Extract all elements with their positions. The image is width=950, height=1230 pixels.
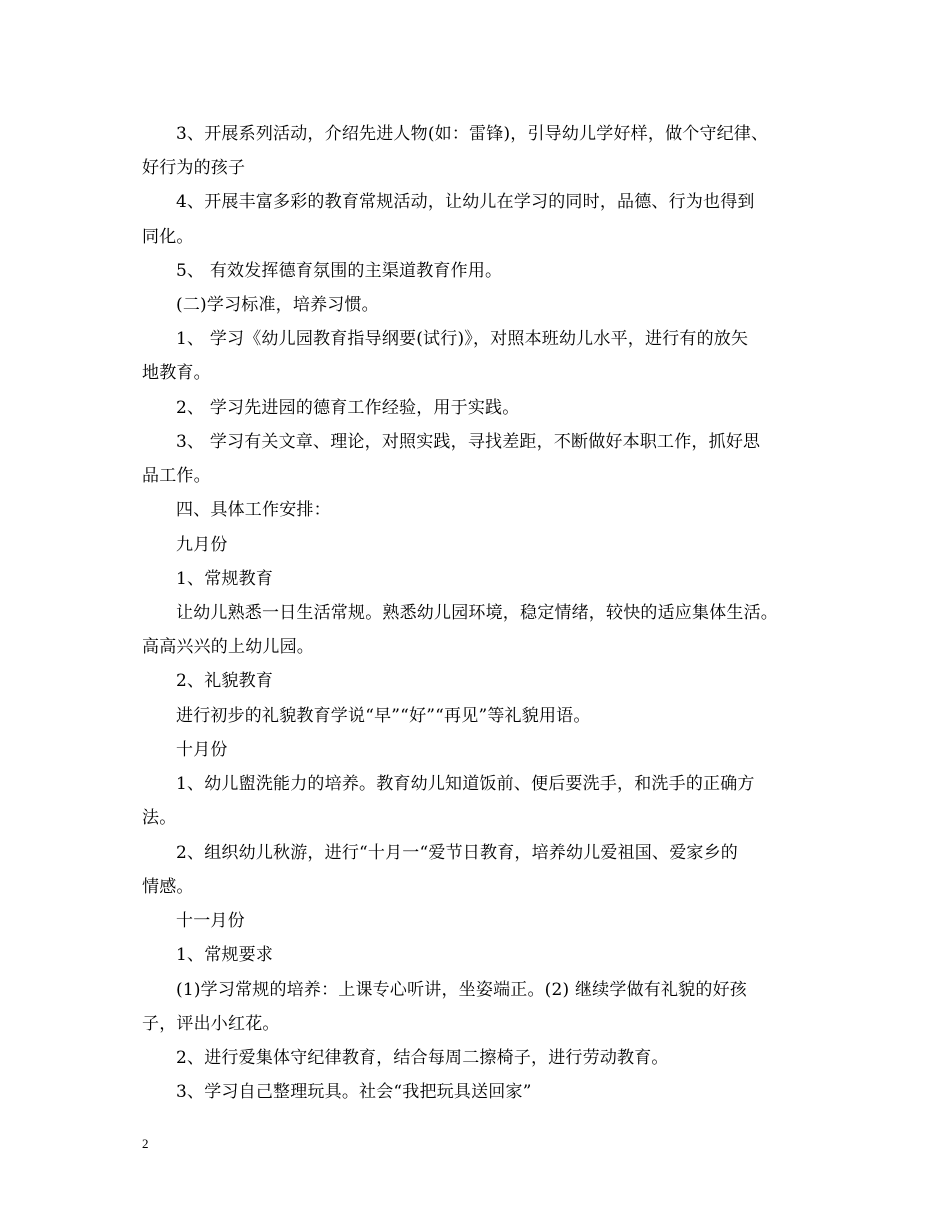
text-line: 情感。: [142, 877, 194, 897]
text-line: 2、组织幼儿秋游，进行“十月一“爱节日教育，培养幼儿爱祖国、爱家乡的: [176, 843, 738, 863]
page-number: 2: [142, 1136, 149, 1151]
text-line: 地教育。: [142, 363, 211, 383]
section-heading: (二)学习标准，培养习惯。: [176, 295, 379, 315]
text-line: 1、 学习《幼儿园教育指导纲要(试行)》，对照本班幼儿水平，进行有的放矢: [176, 329, 749, 349]
text-line: 高高兴兴的上幼儿园。: [142, 637, 314, 657]
text-line: 让幼儿熟悉一日生活常规。熟悉幼儿园环境，稳定情绪，较快的适应集体生活。: [176, 603, 778, 623]
text-line: 1、幼儿盥洗能力的培养。教育幼儿知道饭前、便后要洗手，和洗手的正确方: [176, 774, 755, 794]
text-line: 法。: [142, 808, 177, 828]
text-line: 4、开展丰富多彩的教育常规活动，让幼儿在学习的同时，品德、行为也得到: [176, 192, 755, 212]
text-line: 2、 学习先进园的德育工作经验，用于实践。: [176, 398, 520, 418]
month-heading: 十一月份: [176, 911, 245, 931]
text-line: 3、开展系列活动，介绍先进人物(如：雷锋)，引导幼儿学好样，做个守纪律、: [176, 124, 769, 144]
section-heading: 四、具体工作安排：: [176, 500, 331, 520]
text-line: 进行初步的礼貌教育学说“早”“好”“再见”等礼貌用语。: [176, 706, 591, 726]
text-line: 1、常规要求: [176, 945, 274, 965]
text-line: 2、进行爱集体守纪律教育，结合每周二擦椅子，进行劳动教育。: [176, 1048, 669, 1068]
text-line: 3、学习自己整理玩具。社会“我把玩具送回家”: [176, 1082, 532, 1102]
month-heading: 十月份: [176, 740, 228, 760]
text-line: 5、 有效发挥德育氛围的主渠道教育作用。: [176, 261, 503, 281]
text-line: 2、礼貌教育: [176, 671, 274, 691]
text-line: 1、常规教育: [176, 569, 274, 589]
text-line: (1)学习常规的培养：上课专心听讲，坐姿端正。(2) 继续学做有礼貌的好孩: [176, 980, 747, 1000]
text-line: 3、 学习有关文章、理论，对照实践，寻找差距，不断做好本职工作，抓好思: [176, 432, 761, 452]
text-line: 子，评出小红花。: [142, 1014, 280, 1034]
text-line: 品工作。: [142, 466, 211, 486]
text-line: 好行为的孩子: [142, 158, 246, 178]
text-line: 同化。: [142, 227, 194, 247]
month-heading: 九月份: [176, 535, 228, 555]
